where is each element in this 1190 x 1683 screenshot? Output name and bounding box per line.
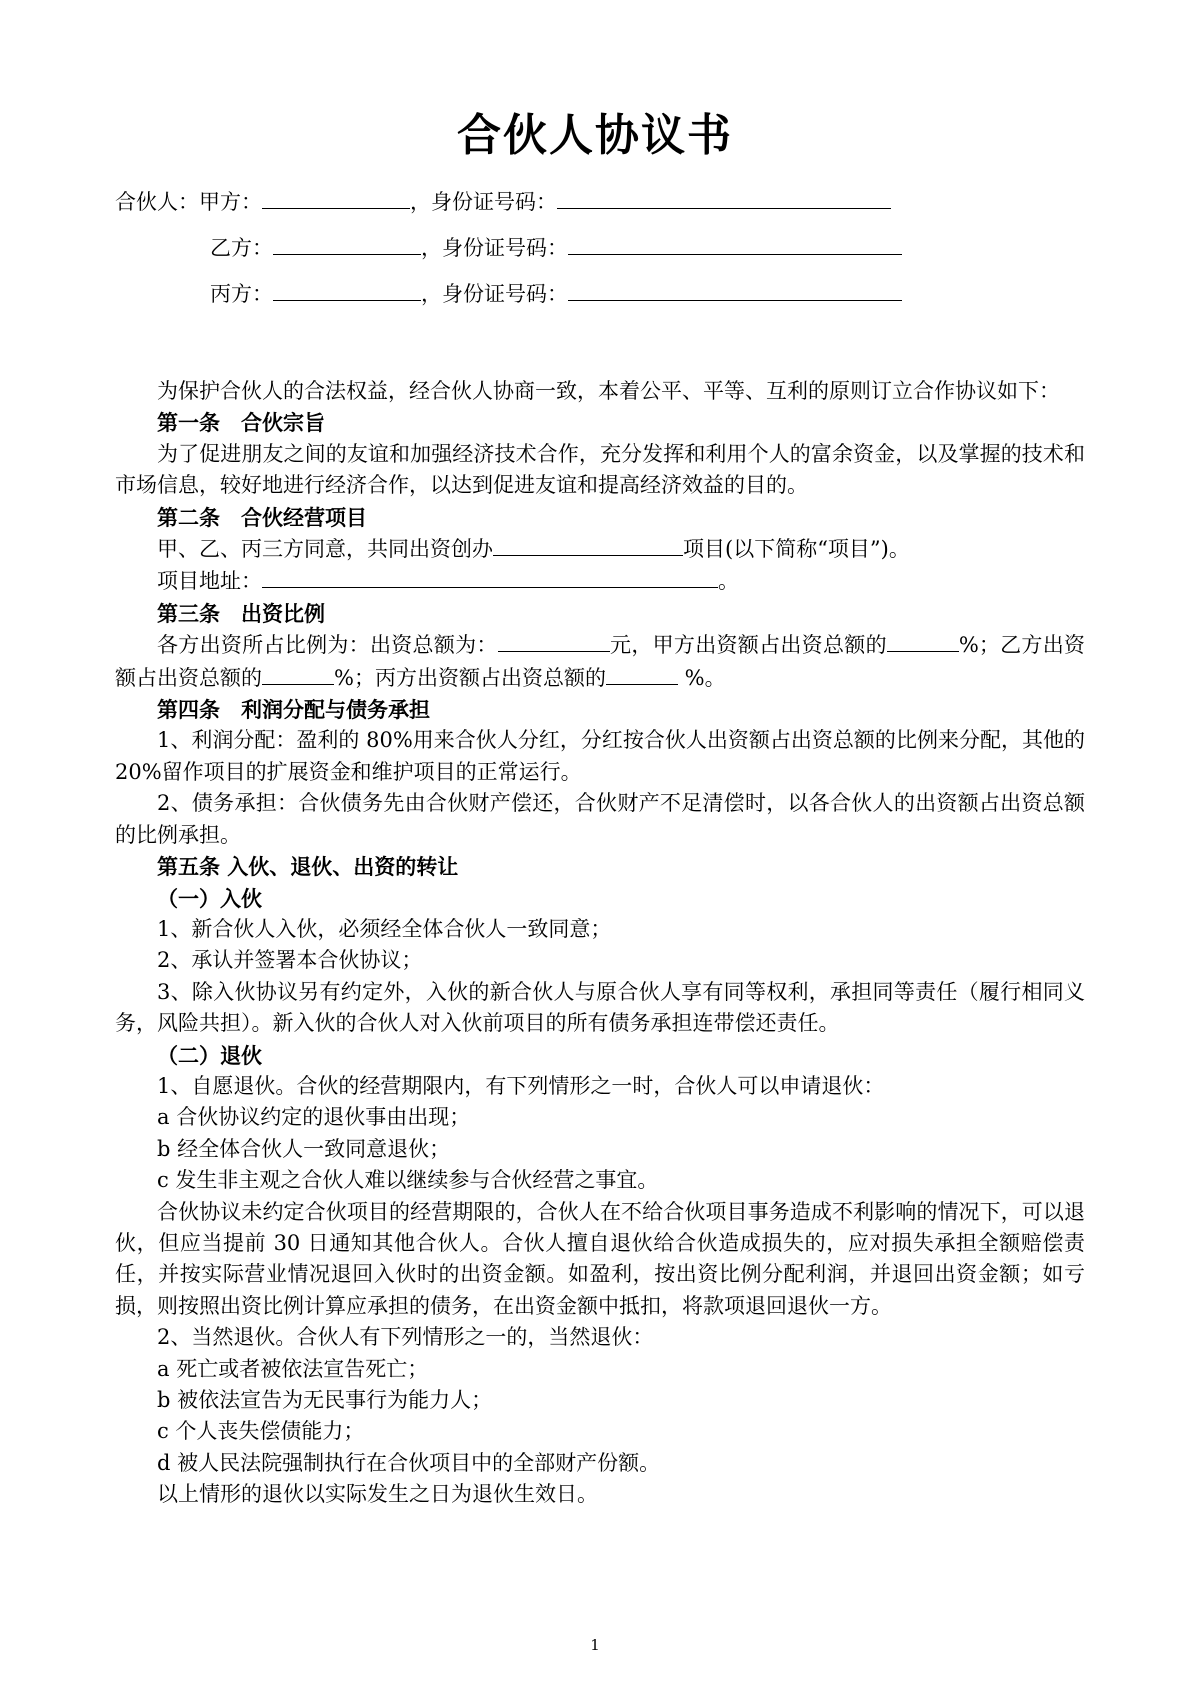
- party-row-c: [210, 278, 902, 309]
- name-blank[interactable]: [262, 186, 410, 209]
- project-name-blank[interactable]: [493, 533, 683, 556]
- address-blank[interactable]: [262, 565, 718, 588]
- document-title: 合伙人协议书: [457, 110, 733, 161]
- article-2-project: [115, 533, 1085, 565]
- withdrawal-item: c 个人丧失偿债能力；: [157, 1419, 365, 1444]
- withdrawal-item: c 发生非主观之合伙人难以继续参与合伙经营之事宜。: [157, 1168, 659, 1193]
- id-label: ，身份证号码：: [421, 236, 568, 260]
- withdrawal-item: a 合伙协议约定的退伙事由出现；: [157, 1105, 471, 1130]
- article-4-heading: 第四条 利润分配与债务承担: [157, 697, 430, 723]
- article-4-profit: 1、利润分配：盈利的 80%用来合伙人分红，分红按合伙人出资额占出资总额的比例来分配，其他的 20%留作项目的扩展资金和维护项目的正常运行。: [115, 728, 1085, 784]
- article-5-heading: 第五条 入伙、退伙、出资的转让: [157, 854, 459, 880]
- article-3-heading: 第三条 出资比例: [157, 600, 325, 626]
- id-number-blank[interactable]: [568, 278, 902, 301]
- article-3-text-1: 各方出资所占比例为：出资总额为：: [157, 633, 498, 658]
- parties-label: 合伙人：: [115, 190, 199, 214]
- article-4-debt: 2、债务承担：合伙债务先由合伙财产偿还，合伙财产不足清偿时，以各合伙人的出资额占出资总额的比例承担。: [115, 791, 1085, 847]
- article-2-heading: 第二条 合伙经营项目: [157, 504, 367, 530]
- party-label: 乙方：: [210, 236, 273, 260]
- id-label: ，身份证号码：: [421, 282, 568, 306]
- section-withdrawal-heading: （二）退伙: [157, 1042, 262, 1068]
- withdrawal-item: b 被依法宣告为无民事行为能力人；: [157, 1388, 493, 1412]
- article-1-heading: 第一条 合伙宗旨: [157, 410, 325, 436]
- withdrawal-item: 1、自愿退伙。合伙的经营期限内，有下列情形之一时，合伙人可以申请退伙：: [157, 1073, 885, 1098]
- total-amount-blank[interactable]: [498, 629, 610, 652]
- withdrawal-item: d 被人民法院强制执行在合伙项目中的全部财产份额。: [157, 1450, 661, 1475]
- article-2-text-b: 项目(以下简称“项目”)。: [683, 537, 910, 562]
- article-3-text-4: %；丙方出资额占出资总额的: [334, 665, 606, 690]
- article-3-text-2: 元，甲方出资额占出资总额的: [609, 633, 887, 658]
- name-blank[interactable]: [273, 232, 421, 255]
- withdrawal-item: a 死亡或者被依法宣告死亡；: [157, 1356, 429, 1381]
- id-label: ，身份证号码：: [410, 190, 557, 214]
- share-b-blank[interactable]: [262, 662, 334, 685]
- section-joining-heading: （一）入伙: [157, 885, 262, 911]
- id-number-blank[interactable]: [568, 232, 902, 255]
- id-number-blank[interactable]: [557, 186, 891, 209]
- party-label: 甲方：: [199, 190, 262, 214]
- withdrawal-item: 2、当然退伙。合伙人有下列情形之一的，当然退伙：: [157, 1325, 654, 1350]
- withdrawal-item: 合伙协议未约定合伙项目的经营期限的，合伙人在不给合伙项目事务造成不利影响的情况下，可以退伙，但应当提前 30 日通知其他合伙人。合伙人擅自退伙给合伙造成损失的，应对损失承担全额赔偿责任，并按实际营业情况退回入伙时的出资金额。如盈利，按出资比例分配利润，并退回出资金额；如亏损，则按照出资比例计算应承担的债务，在出资金额中抵扣，将款项退回退伙一方。: [115, 1199, 1085, 1318]
- withdrawal-item: b 经全体合伙人一致同意退伙；: [157, 1136, 451, 1161]
- joining-item: 3、除入伙协议另有约定外，入伙的新合伙人与原合伙人享有同等权利，承担同等责任（履行相同义务，风险共担）。新入伙的合伙人对入伙前项目的所有债务承担连带偿还责任。: [115, 979, 1085, 1036]
- address-label: 项目地址：: [157, 569, 262, 594]
- name-blank[interactable]: [273, 278, 421, 301]
- article-3-text-3: %；乙方出资额占出资总额的: [115, 633, 1086, 690]
- joining-item: 1、新合伙人入伙，必须经全体合伙人一致同意；: [157, 916, 612, 941]
- article-3-text-5: %。: [677, 665, 726, 690]
- agreement-body: [115, 376, 1085, 1511]
- article-1-text: 为了促进朋友之间的友谊和加强经济技术合作，充分发挥和利用个人的富余资金，以及掌握的技术和市场信息，较好地进行经济合作，以达到促进友谊和提高经济效益的目的。: [115, 441, 1085, 498]
- article-2-address: [115, 565, 1085, 597]
- party-row-b: [210, 232, 902, 263]
- intro-paragraph: 为保护合伙人的合法权益，经合伙人协商一致，本着公平、平等、互利的原则订立合作协议如下：: [157, 379, 1060, 403]
- article-3-text: [115, 629, 1085, 694]
- share-c-blank[interactable]: [606, 662, 678, 685]
- joining-item: 2、承认并签署本合伙协议；: [157, 948, 423, 973]
- party-label: 丙方：: [210, 282, 273, 306]
- page-number: 1: [590, 1636, 600, 1654]
- share-a-blank[interactable]: [887, 629, 959, 652]
- withdrawal-item: 以上情形的退伙以实际发生之日为退伙生效日。: [157, 1482, 598, 1507]
- address-end: 。: [718, 569, 739, 594]
- article-2-text-a: 甲、乙、丙三方同意，共同出资创办: [157, 537, 493, 562]
- party-row-a: [115, 186, 891, 217]
